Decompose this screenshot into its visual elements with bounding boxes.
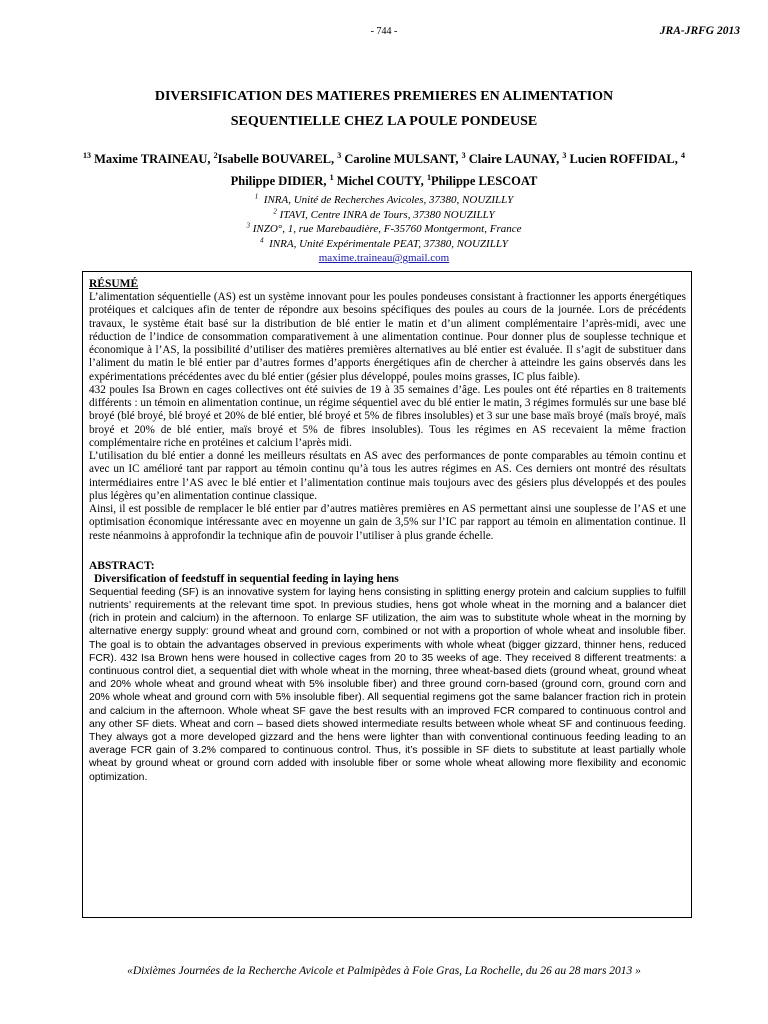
affiliation: $^4$ INRA, Unité Expérimentale PEAT, 37380, NOUZILLY (260, 235, 508, 250)
affiliation: $^1$ INRA, Unité de Recherches Avicoles, 37380, NOUZILLY (254, 192, 514, 206)
author: $^1$ Michel COUTY, (329, 172, 424, 188)
resume-paragraph: L’alimentation séquentielle (AS) est un système innovant pour les poules pondeuses consistant à fractionner les apports énergétiques protéiques et calciques afin de tenter de répondre aux besoins spécifiques des poules au cours de la journée. Lors de précédents travaux, le système était basé sur la distribution de blé entier le matin et d’un aliment complémentaire l’après-midi, avec une réduction de l’indice de consommation comparativement à une alimentation continue. Pour donner plus de souplesse technique et économique à l’AS, la possibilité d’utiliser des matières premières alternatives au blé entier est évaluée. Il s’agit de substituer dans l’aliment du matin le blé entier par d’autres formes d’apports énergétiques afin de chercher à atteindre les gains observés dans les expérimentations précédentes avec du blé entier (gésier plus développé, poules moins grasses, IC plus faible). (89, 291, 686, 383)
author: $^4$ Philippe DIDIER, (230, 150, 686, 188)
abstract-box (82, 271, 692, 918)
author: $^{13}$ Maxime TRAINEAU, (82, 150, 211, 166)
author: $^3$ Caroline MULSANT, (337, 150, 459, 166)
resume-paragraph: L’utilisation du blé entier a donné les meilleurs résultats en AS avec des performances de ponte comparables au témoin continu et avec un IC amélioré tant par rapport au témoin continu qu’à tous les autres régimes en AS. Ces derniers ont montré des résultats intermédiaires entre l’AS avec le blé entier et l’alimentation continue mais toujours avec des gésiers plus développés et des poules plus légères qu’en alimentation continue classique. (89, 450, 686, 502)
resume-paragraph: 432 poules Isa Brown en cages collectives ont été suivies de 19 à 35 semaines d’âge. Les poules ont été réparties en 8 traitements différents : un témoin en alimentation continue, un régime séquentiel avec du blé entier le matin, 3 régimes formulés sur une base blé broyé (blé broyé, blé broyé et 20% de blé entier, blé broyé et 5% de fibres insolubles) et 3 sur une base maïs broyé (maïs broyé, maïs broyé et 20% de blé entier, maïs broyé et 5% de fibres insolubles). Tous les régimes en AS recevaient la même fraction complémentaire riche en protéines et calcium l’après midi. (89, 383, 686, 449)
affiliations (120, 193, 648, 266)
author: $^1$Philippe LESCOAT (426, 172, 538, 188)
abstract-paragraph: Sequential feeding (SF) is an innovative system for laying hens consisting in splitting energy protein and calcium supplies to fulfill nutrients’ requirements at the relevant time spot. In previous studies, hens got whole wheat in the morning and a balancer diet (rich in protein and calcium) in the afternoon. To enlarge SF utilization, the aim was to substitute whole wheat in the morning by alternative energy supply: ground wheat and ground corn, combined or not with a proportion of whole wheat and insoluble fiber. The goal is to obtain the advantages observed in previous experiments with whole wheat (bigger gizzard, thinner hens, reduced FCR). 432 Isa Brown hens were housed in collective cages from 20 to 35 weeks of age. They received 8 different treatments: a continuous control diet, a sequential diet with whole wheat in the morning, three wheat-based diets (ground wheat, ground wheat and 20% whole wheat and ground wheat with 5% insoluble fiber) and three ground corn-based (ground corn, ground corn and 20% whole wheat and ground corn with 5% insoluble fiber). All sequential regimens got the same balancer fraction rich in protein and calcium in the afternoon. Whole wheat SF gave the best results with an improved FCR compared to continuous control and any other SF diets. Wheat and corn – based diets showed intermediate results between whole wheat SF and continuous feeding. They always got a more developed gizzard and the hens were lighter than with conventional continuous feeding leading to an average FCR gain of 3.2% compared to continuous control. Thus, it’s possible in SF diets to substitute at least partially whole wheat by ground wheat or ground corn added with insoluble fiber or some whole wheat allowing more flexibility and economic optimization. (89, 586, 686, 783)
author: $^3$ Lucien ROFFIDAL, (562, 150, 678, 166)
affiliation: $^3$ INZO°, 1, rue Marebaudière, F-35760 Montgermont, France (246, 221, 522, 235)
author: $^3$ Claire LAUNAY, (461, 150, 560, 166)
title-line-2: SEQUENTIELLE CHEZ LA POULE PONDEUSE (230, 114, 538, 129)
abstract-subtitle: Diversification of feedstuff in sequential feeding in laying hens (94, 572, 399, 585)
affiliation: $^2$ ITAVI, Centre INRA de Tours, 37380 NOUZILLY (273, 206, 495, 221)
title-line-1: DIVERSIFICATION DES MATIERES PREMIERES EN ALIMENTATION (154, 89, 614, 104)
abstract-heading: ABSTRACT: (89, 559, 155, 572)
journal-header: JRA-JRFG 2013 (659, 25, 740, 37)
page-number: - 744 - (370, 26, 398, 37)
author: $^2$Isabelle BOUVAREL, (213, 150, 335, 166)
email-link[interactable]: maxime.traineau@gmail.com (318, 252, 450, 264)
resume-heading: RÉSUMÉ (89, 278, 139, 290)
paper-title (90, 84, 678, 134)
footer-citation: «Dixièmes Journées de la Recherche Avicole et Palmipèdes à Foie Gras, La Rochelle, du 26 au 28 mars 2013 » (127, 965, 641, 977)
author-list (82, 148, 686, 192)
resume-paragraph: Ainsi, il est possible de remplacer le blé entier par d’autres matières premières en AS permettant ainsi une souplesse de l’AS et une optimisation économique intéressante avec en moyenne un gain de 3,5% sur l’IC par rapport au témoin en alimentation continue. Il reste néanmoins à approfondir la technique afin de pouvoir l’utiliser à plus grande échelle. (89, 503, 686, 542)
